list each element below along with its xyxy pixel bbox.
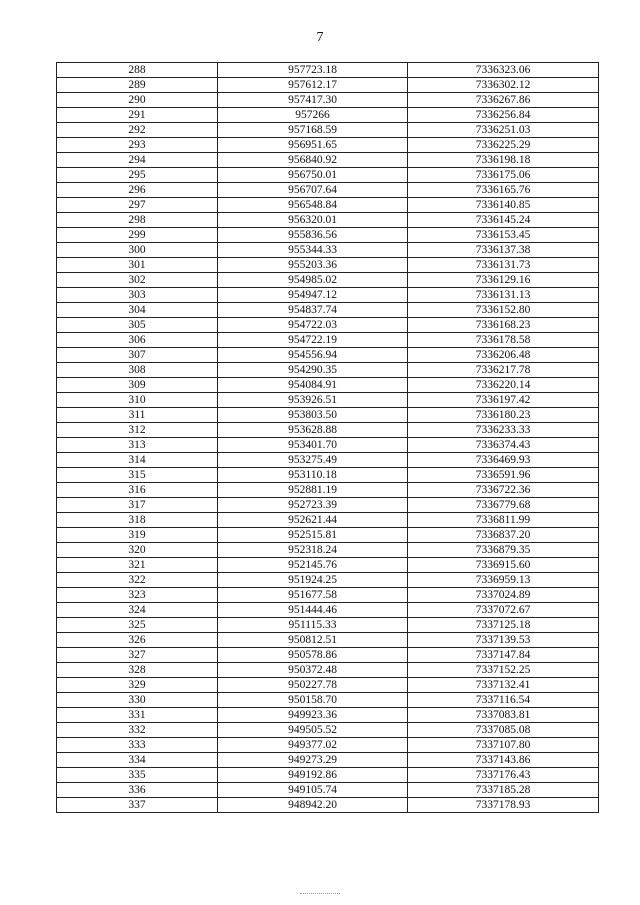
table-row	[57, 288, 599, 303]
x-coordinate-cell: 949273.29	[218, 753, 408, 768]
x-coordinate-cell: 954985.02	[218, 273, 408, 288]
point-number-cell: 334	[57, 753, 218, 768]
table-row	[57, 213, 599, 228]
point-number-cell: 303	[57, 288, 218, 303]
y-coordinate-cell: 7336217.78	[408, 363, 599, 378]
point-number-cell: 296	[57, 183, 218, 198]
y-coordinate-cell: 7336178.58	[408, 333, 599, 348]
table-row	[57, 738, 599, 753]
table-row	[57, 663, 599, 678]
point-number-cell: 295	[57, 168, 218, 183]
table-row	[57, 423, 599, 438]
x-coordinate-cell: 957723.18	[218, 63, 408, 78]
x-coordinate-cell: 953401.70	[218, 438, 408, 453]
table-row	[57, 393, 599, 408]
x-coordinate-cell: 952318.24	[218, 543, 408, 558]
y-coordinate-cell: 7336779.68	[408, 498, 599, 513]
point-number-cell: 297	[57, 198, 218, 213]
point-number-cell: 311	[57, 408, 218, 423]
table-row	[57, 618, 599, 633]
y-coordinate-cell: 7336206.48	[408, 348, 599, 363]
y-coordinate-cell: 7337125.18	[408, 618, 599, 633]
point-number-cell: 326	[57, 633, 218, 648]
point-number-cell: 325	[57, 618, 218, 633]
point-number-cell: 329	[57, 678, 218, 693]
table-row	[57, 453, 599, 468]
point-number-cell: 321	[57, 558, 218, 573]
y-coordinate-cell: 7337085.08	[408, 723, 599, 738]
table-row	[57, 633, 599, 648]
y-coordinate-cell: 7336879.35	[408, 543, 599, 558]
table-row	[57, 438, 599, 453]
y-coordinate-cell: 7336374.43	[408, 438, 599, 453]
point-number-cell: 324	[57, 603, 218, 618]
x-coordinate-cell: 950578.86	[218, 648, 408, 663]
y-coordinate-cell: 7336837.20	[408, 528, 599, 543]
point-number-cell: 337	[57, 798, 218, 813]
y-coordinate-cell: 7337083.81	[408, 708, 599, 723]
table-row	[57, 303, 599, 318]
table-row	[57, 678, 599, 693]
y-coordinate-cell: 7336197.42	[408, 393, 599, 408]
table-row	[57, 258, 599, 273]
x-coordinate-cell: 950227.78	[218, 678, 408, 693]
y-coordinate-cell: 7337143.86	[408, 753, 599, 768]
x-coordinate-cell: 957168.59	[218, 123, 408, 138]
point-number-cell: 291	[57, 108, 218, 123]
y-coordinate-cell: 7337116.54	[408, 693, 599, 708]
y-coordinate-cell: 7336131.73	[408, 258, 599, 273]
x-coordinate-cell: 951924.25	[218, 573, 408, 588]
y-coordinate-cell: 7337178.93	[408, 798, 599, 813]
table-row	[57, 723, 599, 738]
point-number-cell: 298	[57, 213, 218, 228]
x-coordinate-cell: 953926.51	[218, 393, 408, 408]
table-row	[57, 753, 599, 768]
table-row	[57, 153, 599, 168]
point-number-cell: 314	[57, 453, 218, 468]
y-coordinate-cell: 7336145.24	[408, 213, 599, 228]
x-coordinate-cell: 954837.74	[218, 303, 408, 318]
x-coordinate-cell: 951115.33	[218, 618, 408, 633]
point-number-cell: 313	[57, 438, 218, 453]
y-coordinate-cell: 7336220.14	[408, 378, 599, 393]
y-coordinate-cell: 7337147.84	[408, 648, 599, 663]
x-coordinate-cell: 950372.48	[218, 663, 408, 678]
y-coordinate-cell: 7336165.76	[408, 183, 599, 198]
table-row	[57, 78, 599, 93]
x-coordinate-cell: 953110.18	[218, 468, 408, 483]
table-row	[57, 468, 599, 483]
point-number-cell: 310	[57, 393, 218, 408]
x-coordinate-cell: 952515.81	[218, 528, 408, 543]
table-row	[57, 573, 599, 588]
x-coordinate-cell: 952723.39	[218, 498, 408, 513]
table-row	[57, 543, 599, 558]
x-coordinate-cell: 953628.88	[218, 423, 408, 438]
x-coordinate-cell: 949377.02	[218, 738, 408, 753]
y-coordinate-cell: 7336302.12	[408, 78, 599, 93]
point-number-cell: 299	[57, 228, 218, 243]
point-number-cell: 333	[57, 738, 218, 753]
x-coordinate-cell: 954722.19	[218, 333, 408, 348]
x-coordinate-cell: 954947.12	[218, 288, 408, 303]
y-coordinate-cell: 7337185.28	[408, 783, 599, 798]
y-coordinate-cell: 7336225.29	[408, 138, 599, 153]
y-coordinate-cell: 7336140.85	[408, 198, 599, 213]
x-coordinate-cell: 950812.51	[218, 633, 408, 648]
x-coordinate-cell: 956548.84	[218, 198, 408, 213]
x-coordinate-cell: 954556.94	[218, 348, 408, 363]
table-row	[57, 603, 599, 618]
point-number-cell: 312	[57, 423, 218, 438]
y-coordinate-cell: 7336131.13	[408, 288, 599, 303]
y-coordinate-cell: 7337139.53	[408, 633, 599, 648]
point-number-cell: 327	[57, 648, 218, 663]
table-row	[57, 108, 599, 123]
table-row	[57, 768, 599, 783]
x-coordinate-cell: 950158.70	[218, 693, 408, 708]
table-row	[57, 798, 599, 813]
x-coordinate-cell: 955203.36	[218, 258, 408, 273]
table-row	[57, 693, 599, 708]
coordinates-table	[56, 62, 599, 813]
point-number-cell: 323	[57, 588, 218, 603]
point-number-cell: 307	[57, 348, 218, 363]
point-number-cell: 330	[57, 693, 218, 708]
x-coordinate-cell: 949505.52	[218, 723, 408, 738]
y-coordinate-cell: 7336175.06	[408, 168, 599, 183]
x-coordinate-cell: 951677.58	[218, 588, 408, 603]
x-coordinate-cell: 954290.35	[218, 363, 408, 378]
table-row	[57, 408, 599, 423]
y-coordinate-cell: 7336591.96	[408, 468, 599, 483]
table-row	[57, 783, 599, 798]
point-number-cell: 293	[57, 138, 218, 153]
y-coordinate-cell: 7336168.23	[408, 318, 599, 333]
x-coordinate-cell: 949923.36	[218, 708, 408, 723]
point-number-cell: 289	[57, 78, 218, 93]
table-row	[57, 513, 599, 528]
x-coordinate-cell: 949192.86	[218, 768, 408, 783]
y-coordinate-cell: 7336323.06	[408, 63, 599, 78]
point-number-cell: 304	[57, 303, 218, 318]
x-coordinate-cell: 948942.20	[218, 798, 408, 813]
y-coordinate-cell: 7337024.89	[408, 588, 599, 603]
y-coordinate-cell: 7336267.86	[408, 93, 599, 108]
x-coordinate-cell: 956707.64	[218, 183, 408, 198]
x-coordinate-cell: 957266	[218, 108, 408, 123]
x-coordinate-cell: 952145.76	[218, 558, 408, 573]
x-coordinate-cell: 954722.03	[218, 318, 408, 333]
table-row	[57, 93, 599, 108]
point-number-cell: 288	[57, 63, 218, 78]
table-row	[57, 378, 599, 393]
y-coordinate-cell: 7336256.84	[408, 108, 599, 123]
table-row	[57, 528, 599, 543]
table-row	[57, 198, 599, 213]
y-coordinate-cell: 7337072.67	[408, 603, 599, 618]
table-row	[57, 558, 599, 573]
point-number-cell: 331	[57, 708, 218, 723]
table-row	[57, 243, 599, 258]
point-number-cell: 305	[57, 318, 218, 333]
x-coordinate-cell: 953275.49	[218, 453, 408, 468]
table-row	[57, 708, 599, 723]
y-coordinate-cell: 7336469.93	[408, 453, 599, 468]
y-coordinate-cell: 7336137.38	[408, 243, 599, 258]
point-number-cell: 320	[57, 543, 218, 558]
x-coordinate-cell: 957417.30	[218, 93, 408, 108]
page-footer-mark	[300, 893, 340, 894]
point-number-cell: 306	[57, 333, 218, 348]
point-number-cell: 301	[57, 258, 218, 273]
y-coordinate-cell: 7336152.80	[408, 303, 599, 318]
point-number-cell: 302	[57, 273, 218, 288]
table-row	[57, 228, 599, 243]
x-coordinate-cell: 955344.33	[218, 243, 408, 258]
x-coordinate-cell: 952881.19	[218, 483, 408, 498]
table-row	[57, 588, 599, 603]
x-coordinate-cell: 955836.56	[218, 228, 408, 243]
table-row	[57, 123, 599, 138]
x-coordinate-cell: 952621.44	[218, 513, 408, 528]
point-number-cell: 316	[57, 483, 218, 498]
point-number-cell: 336	[57, 783, 218, 798]
point-number-cell: 328	[57, 663, 218, 678]
x-coordinate-cell: 953803.50	[218, 408, 408, 423]
point-number-cell: 322	[57, 573, 218, 588]
x-coordinate-cell: 951444.46	[218, 603, 408, 618]
table-row	[57, 318, 599, 333]
point-number-cell: 294	[57, 153, 218, 168]
table-row	[57, 183, 599, 198]
point-number-cell: 332	[57, 723, 218, 738]
y-coordinate-cell: 7336129.16	[408, 273, 599, 288]
y-coordinate-cell: 7336198.18	[408, 153, 599, 168]
y-coordinate-cell: 7337176.43	[408, 768, 599, 783]
x-coordinate-cell: 954084.91	[218, 378, 408, 393]
table-row	[57, 648, 599, 663]
point-number-cell: 317	[57, 498, 218, 513]
table-row	[57, 138, 599, 153]
x-coordinate-cell: 957612.17	[218, 78, 408, 93]
y-coordinate-cell: 7336915.60	[408, 558, 599, 573]
point-number-cell: 308	[57, 363, 218, 378]
y-coordinate-cell: 7337132.41	[408, 678, 599, 693]
page-number: 7	[316, 30, 324, 45]
point-number-cell: 290	[57, 93, 218, 108]
point-number-cell: 335	[57, 768, 218, 783]
y-coordinate-cell: 7336153.45	[408, 228, 599, 243]
table-row	[57, 483, 599, 498]
point-number-cell: 318	[57, 513, 218, 528]
point-number-cell: 300	[57, 243, 218, 258]
table-row	[57, 498, 599, 513]
point-number-cell: 292	[57, 123, 218, 138]
y-coordinate-cell: 7336180.23	[408, 408, 599, 423]
y-coordinate-cell: 7336251.03	[408, 123, 599, 138]
table-row	[57, 273, 599, 288]
point-number-cell: 309	[57, 378, 218, 393]
table-row	[57, 168, 599, 183]
x-coordinate-cell: 956951.65	[218, 138, 408, 153]
table-row	[57, 363, 599, 378]
y-coordinate-cell: 7336233.33	[408, 423, 599, 438]
table-row	[57, 333, 599, 348]
coordinates-table-body	[57, 63, 599, 813]
point-number-cell: 319	[57, 528, 218, 543]
y-coordinate-cell: 7336722.36	[408, 483, 599, 498]
table-row	[57, 348, 599, 363]
x-coordinate-cell: 956320.01	[218, 213, 408, 228]
x-coordinate-cell: 949105.74	[218, 783, 408, 798]
table-row	[57, 63, 599, 78]
y-coordinate-cell: 7336959.13	[408, 573, 599, 588]
y-coordinate-cell: 7337107.80	[408, 738, 599, 753]
y-coordinate-cell: 7336811.99	[408, 513, 599, 528]
x-coordinate-cell: 956840.92	[218, 153, 408, 168]
point-number-cell: 315	[57, 468, 218, 483]
x-coordinate-cell: 956750.01	[218, 168, 408, 183]
y-coordinate-cell: 7337152.25	[408, 663, 599, 678]
